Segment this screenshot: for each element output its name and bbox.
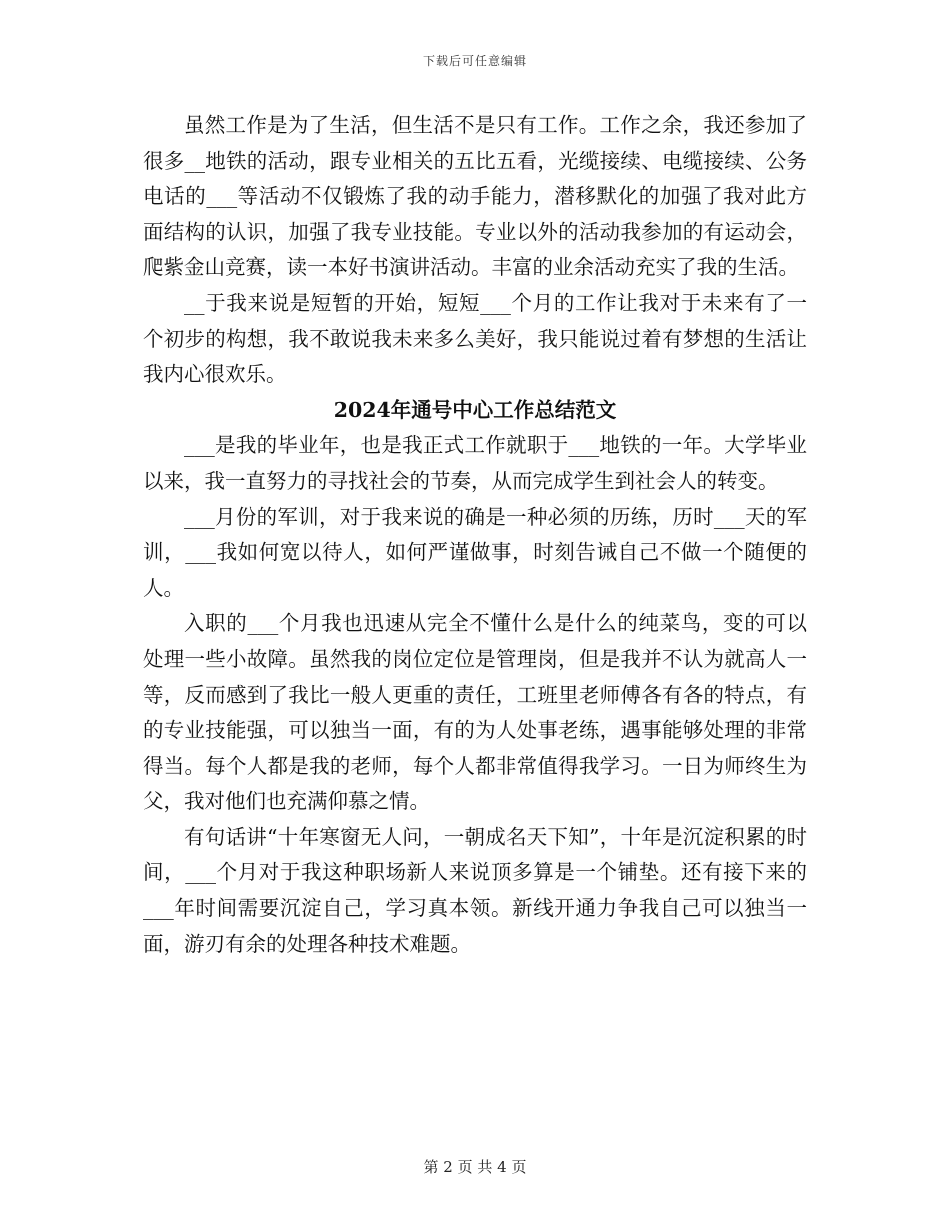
paragraph-military-training: ___月份的军训，对于我来说的确是一种必须的历练，历时___天的军训，___我如何宽以待人，如何严谨做事，时刻告诫自己不做一个随便的人。 (143, 504, 807, 600)
page-header: 下载后可任意编辑 (422, 54, 527, 68)
page-number: 第 2 页 共 4 页 (423, 1158, 527, 1176)
document-title: 2024年通号中心工作总结范文 (333, 397, 617, 422)
paragraph-future-plan: __于我来说是短暂的开始，短短___个月的工作让我对于未来有了一个初步的构想，我不敢说我未来多么美好，我只能说过着有梦想的生活让我内心很欢乐。 (143, 290, 807, 387)
paragraph-graduation: ___是我的毕业年，也是我正式工作就职于___地铁的一年。大学毕业以来，我一直努力的寻找社会的节奏，从而完成学生到社会人的转变。 (143, 433, 807, 493)
document-body (143, 108, 807, 962)
paragraph-ten-years: 有句话讲“十年寒窗无人问，一朝成名天下知”，十年是沉淀积累的时间，___个月对于我这种职场新人来说顶多算是一个铺垫。还有接下来的___年时间需要沉淀自己，学习真本领。新线开通力争我自己可以独当一面，游刃有余的处理各种技术难题。 (143, 824, 807, 956)
paragraph-work-life: 虽然工作是为了生活，但生活不是只有工作。工作之余，我还参加了很多__地铁的活动，跟专业相关的五比五看，光缆接续、电缆接续、公务电话的___等活动不仅锻炼了我的动手能力，潜移默化的加强了我对此方面结构的认识，加强了我专业技能。专业以外的活动我参加的有运动会，爬紫金山竞赛，读一本好书演讲活动。丰富的业余活动充实了我的生活。 (143, 113, 807, 280)
paragraph-onboarding: 入职的___个月我也迅速从完全不懂什么是什么的纯菜鸟，变的可以处理一些小故障。虽然我的岗位定位是管理岗，但是我并不认为就高人一等，反而感到了我比一般人更重的责任，工班里老师傅各有各的特点，有的专业技能强，可以独当一面，有的为人处事老练，遇事能够处理的非常得当。每个人都是我的老师，每个人都非常值得我学习。一日为师终生为父，我对他们也充满仰慕之情。 (143, 611, 807, 814)
